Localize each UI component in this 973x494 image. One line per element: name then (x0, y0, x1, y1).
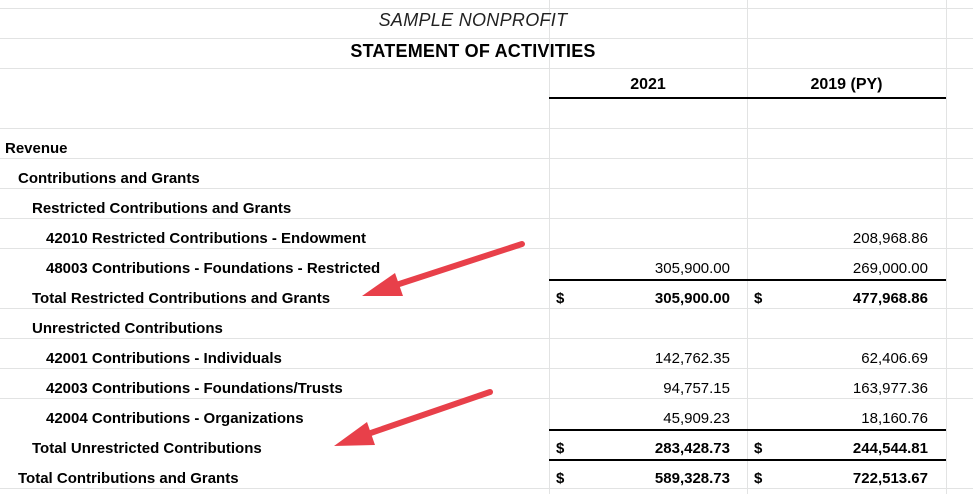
currency-symbol: $ (556, 470, 565, 487)
value-prior[interactable]: 62,406.69 (861, 350, 928, 367)
arrow-to-total-unrestricted (334, 392, 490, 446)
row-label[interactable]: Total Contributions and Grants (18, 470, 239, 487)
value-prior[interactable]: 477,968.86 (852, 290, 928, 307)
value-current[interactable]: 283,428.73 (654, 440, 730, 457)
value-current[interactable]: 305,900.00 (654, 290, 730, 307)
value-prior[interactable]: 18,160.76 (861, 410, 928, 427)
currency-symbol: $ (754, 440, 763, 457)
row-label[interactable]: Unrestricted Contributions (32, 320, 223, 337)
report-title[interactable]: STATEMENT OF ACTIVITIES (350, 41, 596, 61)
row-label[interactable]: Total Unrestricted Contributions (32, 440, 262, 457)
value-prior[interactable]: 208,968.86 (852, 230, 928, 247)
value-current[interactable]: 94,757.15 (663, 380, 730, 397)
row-label[interactable]: 42004 Contributions - Organizations (46, 410, 304, 427)
row-label[interactable]: 48003 Contributions - Foundations - Restricted (46, 260, 381, 277)
value-prior[interactable]: 163,977.36 (852, 380, 928, 397)
row-label[interactable]: Total Restricted Contributions and Grants (32, 290, 331, 307)
value-prior[interactable]: 722,513.67 (852, 470, 928, 487)
row-label[interactable]: Restricted Contributions and Grants (32, 200, 292, 217)
value-current[interactable]: 142,762.35 (654, 350, 730, 367)
value-current[interactable]: 45,909.23 (663, 410, 730, 427)
value-current[interactable]: 305,900.00 (654, 260, 730, 277)
row-label[interactable]: Contributions and Grants (18, 170, 200, 187)
currency-symbol: $ (556, 290, 565, 307)
row-label[interactable]: 42001 Contributions - Individuals (46, 350, 282, 367)
column-header-prior[interactable]: 2019 (PY) (810, 76, 883, 93)
value-prior[interactable]: 269,000.00 (852, 260, 928, 277)
row-label[interactable]: Revenue (5, 140, 68, 157)
column-header-current[interactable]: 2021 (630, 76, 666, 93)
currency-symbol: $ (754, 470, 763, 487)
value-prior[interactable]: 244,544.81 (852, 440, 928, 457)
row-label[interactable]: 42010 Restricted Contributions - Endowment (46, 230, 367, 247)
row-label[interactable]: 42003 Contributions - Foundations/Trusts (46, 380, 343, 397)
currency-symbol: $ (556, 440, 565, 457)
arrow-to-total-restricted (362, 244, 522, 296)
org-name[interactable]: SAMPLE NONPROFIT (378, 10, 568, 30)
currency-symbol: $ (754, 290, 763, 307)
value-current[interactable]: 589,328.73 (654, 470, 730, 487)
